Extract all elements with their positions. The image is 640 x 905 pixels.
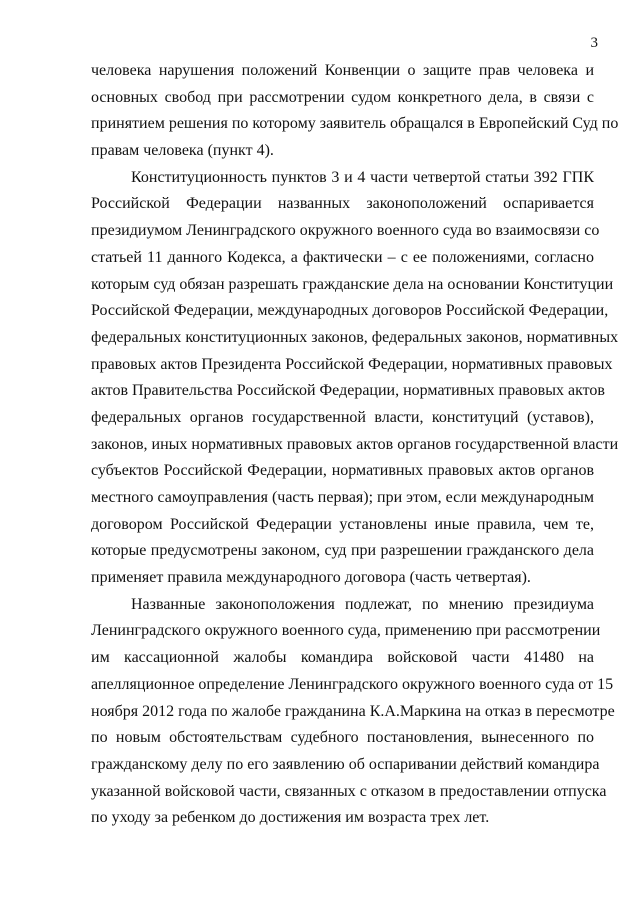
text-line: Российской Федерации названных законоположений оспаривается <box>91 195 594 213</box>
text-line: Ленинградского окружного военного суда, применению при рассмотрении <box>91 622 601 640</box>
text-line: по новым обстоятельствам судебного постановления, вынесенного по <box>91 729 594 747</box>
text-line: актов Правительства Российской Федерации, нормативных правовых актов <box>91 382 605 400</box>
body-text <box>91 58 619 832</box>
text-line: которым суд обязан разрешать гражданские дела на основании Конституции <box>91 275 614 293</box>
text-line: правовых актов Президента Российской Федерации, нормативных правовых <box>91 355 613 373</box>
text-line: ноября 2012 года по жалобе гражданина К.А.Маркина на отказ в пересмотре <box>91 702 615 720</box>
text-line: Конституционность пунктов 3 и 4 части четвертой статьи 392 ГПК <box>131 168 594 186</box>
text-line: статьей 11 данного Кодекса, а фактически – с ее положениями, согласно <box>91 248 594 266</box>
text-line: субъектов Российской Федерации, нормативных правовых актов органов <box>91 462 594 480</box>
text-line: основных свобод при рассмотрении судом конкретного дела, в связи с <box>91 88 594 106</box>
text-line: Российской Федерации, международных договоров Российской Федерации, <box>91 302 609 320</box>
text-line: указанной войсковой части, связанных с отказом в предоставлении отпуска <box>91 782 607 800</box>
text-line: Названные законоположения подлежат, по мнению президиума <box>131 595 594 613</box>
text-line: человека нарушения положений Конвенции о защите прав человека и <box>91 62 594 79</box>
text-line: им кассационной жалобы командира войсковой части 41480 на <box>91 649 594 667</box>
text-line: которые предусмотрены законом, суд при разрешении гражданского дела <box>91 542 594 560</box>
text-line: законов, иных нормативных правовых актов органов государственной власти <box>91 435 619 453</box>
page-number: 3 <box>590 35 598 51</box>
text-line: правам человека (пункт 4). <box>91 142 274 160</box>
text-line: федеральных органов государственной власти, конституций (уставов), <box>91 408 594 426</box>
text-line: федеральных конституционных законов, федеральных законов, нормативных <box>91 328 619 346</box>
text-line: президиумом Ленинградского окружного военного суда во взаимосвязи со <box>91 222 600 240</box>
text-line: по уходу за ребенком до достижения им возраста трех лет. <box>91 809 490 827</box>
text-line: местного самоуправления (часть первая); при этом, если международным <box>91 489 594 506</box>
text-line: принятием решения по которому заявитель обращался в Европейский Суд по <box>91 115 619 133</box>
text-line: договором Российской Федерации установлены иные правила, чем те, <box>91 515 594 533</box>
text-line: применяет правила международного договора (часть четвертая). <box>91 569 531 587</box>
text-line: гражданскому делу по его заявлению об оспаривании действий командира <box>91 755 600 773</box>
text-line: апелляционное определение Ленинградского окружного военного суда от 15 <box>91 675 614 693</box>
